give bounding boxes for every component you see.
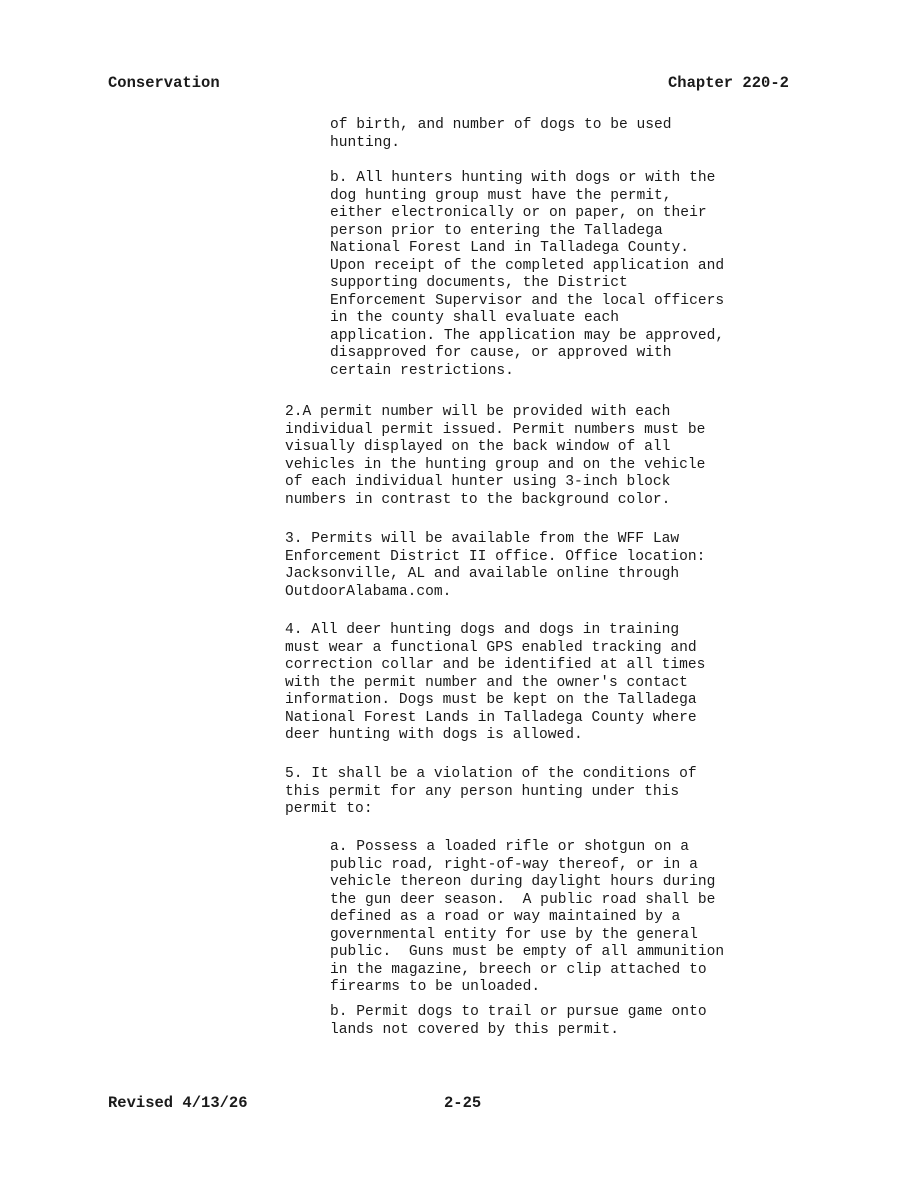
footer-revised-date: Revised 4/13/26 (108, 1094, 248, 1112)
paragraph-4: 4. All deer hunting dogs and dogs in training must wear a functional GPS enabled tracking and correction collar and be identified at all times with the permit number and the owner's contact information. Dogs must be kept on the Talladega National Forest Lands in Talladega County where deer hunting with dogs is allowed. (285, 622, 706, 743)
paragraph-5b: b. Permit dogs to trail or pursue game onto lands not covered by this permit. (330, 1004, 707, 1038)
footer-page-number: 2-25 (444, 1094, 482, 1112)
paragraph-3: 3. Permits will be available from the WFF Law Enforcement District II office. Office location: Jacksonville, AL and available online through OutdoorAlabama.com. (285, 531, 706, 600)
paragraph-5: 5. It shall be a violation of the conditions of this permit for any person hunting under this permit to: (285, 766, 697, 817)
header-chapter-title: Conservation (108, 74, 220, 92)
paragraph-2: 2.A permit number will be provided with each individual permit issued. Permit numbers must be visually displayed on the back window of all vehicles in the hunting group and on the vehicle of each individual hunter using 3-inch block numbers in contrast to the background color. (285, 404, 706, 508)
paragraph-1b: b. All hunters hunting with dogs or with the dog hunting group must have the permit, either electronically or on paper, on their person prior to entering the Talladega National Forest Land in Talladega County. Upon receipt of the completed application and supporting documents, the District Enforcement Supervisor and the local officers in the county shall evaluate each application. The application may be approved, disapproved for cause, or approved with certain restrictions. (330, 170, 725, 379)
header-chapter-number: Chapter 220-2 (668, 74, 789, 92)
paragraph-1a-continued: of birth, and number of dogs to be used hunting. (330, 117, 672, 151)
paragraph-5a: a. Possess a loaded rifle or shotgun on a public road, right-of-way thereof, or in a vehicle thereon during daylight hours during the gun deer season. A public road shall be defined as a road or way maintained by a governmental entity for use by the general public. Guns must be empty of all ammunition in the magazine, breech or clip attached to firearms to be unloaded. (330, 839, 725, 995)
